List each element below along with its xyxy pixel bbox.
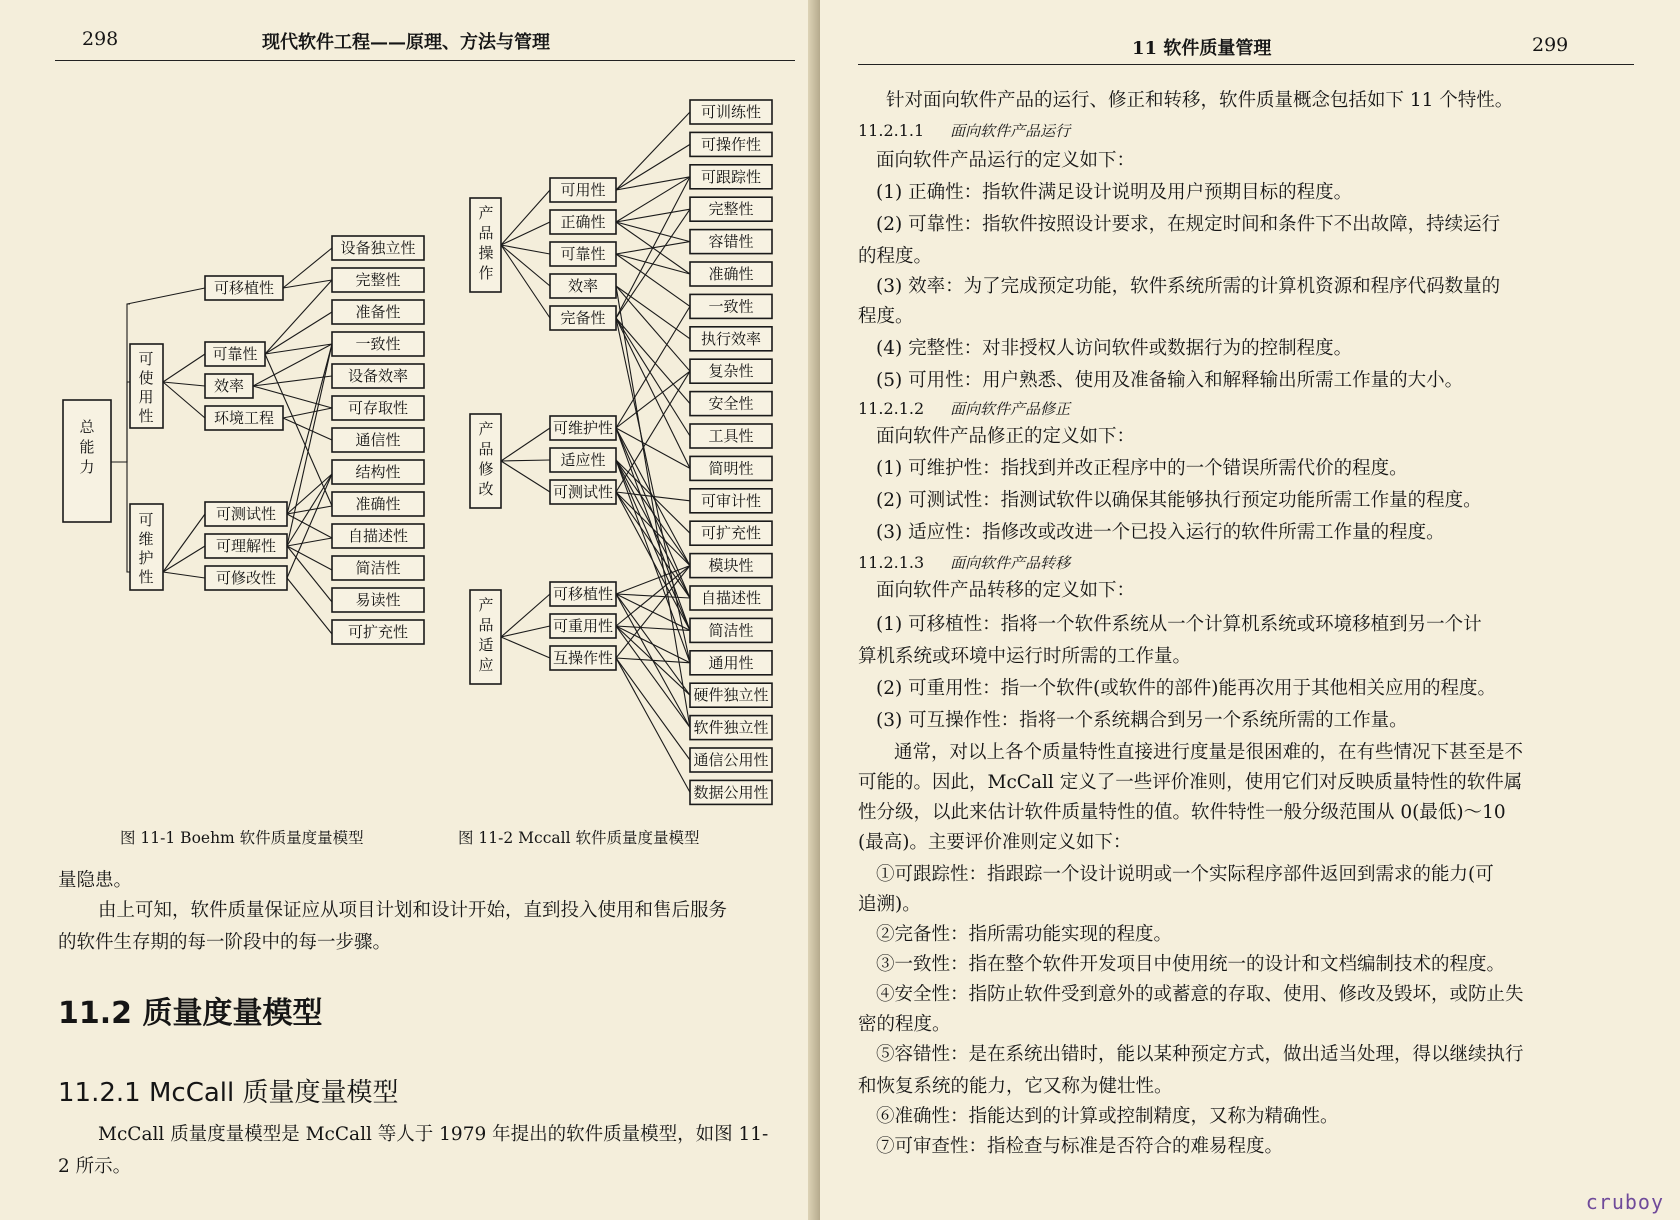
mccall-criterion-node-label: 可扩充性 bbox=[700, 524, 762, 543]
mccall-criterion-node bbox=[690, 683, 772, 707]
mccall-criterion-node-label: 工具性 bbox=[708, 427, 754, 445]
boehm-mid-node-label: 可理解性 bbox=[215, 537, 277, 555]
boehm-mid-node-label: 效率 bbox=[213, 377, 245, 395]
right-text-line: ①可跟踪性：指跟踪一个设计说明或一个实际程序部件返回到需求的能力(可 bbox=[876, 864, 1494, 885]
mccall-criterion-node-label: 容错性 bbox=[708, 232, 754, 251]
left-page bbox=[0, 0, 820, 1220]
boehm-leaf-node-label: 通信性 bbox=[355, 431, 401, 449]
mccall-factor-node bbox=[550, 178, 616, 202]
left-paragraph-2-line-2: 2 所示。 bbox=[58, 1156, 132, 1177]
svg-text:护: 护 bbox=[138, 549, 154, 567]
boehm-leaf-node-label: 可扩充性 bbox=[347, 623, 409, 641]
svg-text:产: 产 bbox=[478, 204, 494, 222]
right-text-line: 通常，对以上各个质量特性直接进行度量是很困难的，在有些情况下甚至是不 bbox=[894, 742, 1524, 763]
mccall-criterion-node-label: 通信公用性 bbox=[693, 751, 769, 769]
mccall-criterion-node bbox=[690, 716, 772, 740]
figure-11-1-caption: 图 11-1 Boehm 软件质量度量模型 bbox=[120, 829, 364, 847]
mccall-criterion-node bbox=[690, 651, 772, 675]
mccall-criterion-node-label: 数据公用性 bbox=[693, 783, 769, 802]
right-running-title: 11 软件质量管理 bbox=[1132, 38, 1272, 59]
mccall-factor-node-label: 可重用性 bbox=[552, 617, 614, 635]
right-text-line: (3) 适应性：指修改或改进一个已投入运行的软件所需工作量的程度。 bbox=[876, 522, 1445, 543]
svg-text:品: 品 bbox=[478, 224, 494, 242]
svg-text:性: 性 bbox=[138, 407, 154, 425]
mccall-factor-node bbox=[550, 448, 616, 472]
mccall-criterion-node-label: 可操作性 bbox=[700, 135, 762, 154]
right-text-line: 密的程度。 bbox=[858, 1014, 951, 1035]
mccall-factor-node bbox=[550, 646, 616, 670]
mccall-criterion-node-label: 软件独立性 bbox=[693, 718, 769, 737]
right-text-line: (4) 完整性：对非授权人访问软件或数据行为的控制程度。 bbox=[876, 338, 1353, 359]
boehm-node-portability-label: 可移植性 bbox=[213, 279, 275, 297]
left-paragraph-1-line-2: 的软件生存期的每一阶段中的每一步骤。 bbox=[58, 932, 392, 953]
mccall-criterion-node-label: 简明性 bbox=[708, 459, 754, 478]
mccall-criterion-node bbox=[690, 327, 772, 351]
mccall-criterion-node-label: 简洁性 bbox=[708, 621, 754, 640]
watermark-text: cruboy bbox=[1585, 1190, 1664, 1214]
svg-text:维: 维 bbox=[138, 530, 154, 548]
mccall-criterion-node bbox=[690, 197, 772, 221]
boehm-leaf-node-label: 简洁性 bbox=[355, 559, 401, 577]
mccall-criterion-node bbox=[690, 132, 772, 156]
mccall-factor-node bbox=[550, 480, 616, 504]
section-heading: 11.2 质量度量模型 bbox=[58, 996, 323, 1031]
subsubsection-title: 面向软件产品转移 bbox=[950, 554, 1071, 572]
subsubsection-number: 11.2.1.3 bbox=[858, 553, 925, 572]
mccall-factor-node bbox=[550, 582, 616, 606]
mccall-criterion-node bbox=[690, 262, 772, 286]
right-text-line: 可能的。因此，McCall 定义了一些评价准则，使用它们对反映质量特性的软件属 bbox=[858, 772, 1523, 793]
mccall-criterion-node bbox=[690, 456, 772, 480]
mccall-criterion-node bbox=[690, 100, 772, 124]
boehm-leaf-node-label: 结构性 bbox=[355, 463, 401, 481]
mccall-factor-node bbox=[550, 306, 616, 330]
subsection-heading: 11.2.1 McCall 质量度量模型 bbox=[58, 1078, 399, 1108]
mccall-factor-node bbox=[550, 416, 616, 440]
subsubsection-heading bbox=[858, 398, 1070, 419]
svg-text:适: 适 bbox=[478, 636, 494, 654]
boehm-leaf-node-label: 易读性 bbox=[355, 591, 401, 609]
mccall-criterion-node bbox=[690, 165, 772, 189]
left-paragraph-2-line-1: McCall 质量度量模型是 McCall 等人于 1979 年提出的软件质量模型，如图 11- bbox=[98, 1124, 769, 1145]
right-text-line: ⑦可审查性：指检查与标准是否符合的难易程度。 bbox=[876, 1136, 1284, 1157]
mccall-factor-node-label: 适应性 bbox=[560, 451, 606, 469]
right-text-line: 和恢复系统的能力，它又称为健壮性。 bbox=[858, 1076, 1173, 1097]
subsubsection-heading bbox=[858, 120, 1070, 141]
mccall-factor-node bbox=[550, 210, 616, 234]
svg-text:应: 应 bbox=[478, 656, 494, 674]
boehm-root-label: 总 bbox=[79, 418, 95, 436]
boehm-mid-node-label: 可修改性 bbox=[215, 569, 277, 587]
svg-text:改: 改 bbox=[478, 480, 494, 498]
mccall-criterion-node-label: 准确性 bbox=[708, 265, 754, 283]
mccall-criterion-node bbox=[690, 586, 772, 610]
svg-text:修: 修 bbox=[478, 460, 494, 478]
right-text-line: 追溯)。 bbox=[858, 894, 921, 915]
boehm-leaf-node-label: 设备效率 bbox=[347, 367, 409, 385]
svg-text:使: 使 bbox=[138, 369, 154, 387]
mccall-diagram bbox=[0, 0, 820, 840]
mccall-criterion-node-label: 自描述性 bbox=[700, 589, 762, 607]
mccall-criterion-node bbox=[690, 618, 772, 642]
right-text-line: (1) 正确性：指软件满足设计说明及用户预期目标的程度。 bbox=[876, 182, 1353, 203]
mccall-criterion-node bbox=[690, 489, 772, 513]
right-text-line: ⑤容错性：是在系统出错时，能以某种预定方式，做出适当处理，得以继续执行 bbox=[876, 1044, 1524, 1065]
mccall-factor-node-label: 效率 bbox=[567, 277, 599, 295]
right-text-line: ②完备性：指所需功能实现的程度。 bbox=[876, 924, 1173, 945]
right-text-line: (1) 可维护性：指找到并改正程序中的一个错误所需代价的程度。 bbox=[876, 458, 1408, 479]
mccall-criterion-node-label: 可审计性 bbox=[700, 491, 762, 510]
boehm-leaf-node-label: 完整性 bbox=[355, 271, 401, 289]
boehm-leaf-node-label: 准确性 bbox=[355, 495, 401, 513]
mccall-criterion-node-label: 完整性 bbox=[708, 200, 754, 219]
right-text-line: ③一致性：指在整个软件开发项目中使用统一的设计和文档编制技术的程度。 bbox=[876, 954, 1506, 975]
mccall-criterion-node-label: 一致性 bbox=[708, 297, 754, 316]
mccall-factor-node-label: 完备性 bbox=[560, 309, 606, 327]
right-text-line: 针对面向软件产品的运行、修正和转移，软件质量概念包括如下 11 个特性。 bbox=[886, 90, 1514, 111]
left-carry-text: 量隐患。 bbox=[58, 870, 133, 891]
right-text-line: ⑥准确性：指能达到的计算或控制精度，又称为精确性。 bbox=[876, 1106, 1339, 1127]
right-text-line: (1) 可移植性：指将一个软件系统从一个计算机系统或环境移植到另一个计 bbox=[876, 614, 1482, 635]
mccall-criterion-node-label: 可训练性 bbox=[700, 103, 762, 121]
mccall-criterion-node bbox=[690, 392, 772, 416]
boehm-leaf-node-label: 设备独立性 bbox=[340, 239, 416, 257]
mccall-criterion-node bbox=[690, 424, 772, 448]
left-running-title: 现代软件工程——原理、方法与管理 bbox=[262, 32, 550, 53]
svg-text:品: 品 bbox=[478, 616, 494, 634]
mccall-criterion-node-label: 硬件独立性 bbox=[693, 686, 769, 705]
svg-text:力: 力 bbox=[79, 458, 95, 476]
mccall-factor-node bbox=[550, 242, 616, 266]
svg-text:性: 性 bbox=[138, 568, 154, 586]
right-page bbox=[820, 0, 1680, 1220]
right-text-line: (2) 可测试性：指测试软件以确保其能够执行预定功能所需工作量的程度。 bbox=[876, 490, 1482, 511]
boehm-mid-node-label: 可测试性 bbox=[215, 505, 277, 523]
boehm-leaf-node-label: 准备性 bbox=[355, 303, 401, 321]
svg-text:产: 产 bbox=[478, 420, 494, 438]
boehm-leaf-node-label: 自描述性 bbox=[347, 527, 409, 545]
mccall-criterion-node bbox=[690, 748, 772, 772]
mccall-factor-node-label: 可测试性 bbox=[552, 483, 614, 501]
mccall-criterion-node bbox=[690, 359, 772, 383]
subsubsection-number: 11.2.1.1 bbox=[858, 121, 925, 140]
subsubsection-title: 面向软件产品修正 bbox=[950, 400, 1071, 418]
figure-11-2-caption: 图 11-2 Mccall 软件质量度量模型 bbox=[458, 829, 700, 847]
mccall-criterion-node-label: 执行效率 bbox=[700, 329, 762, 348]
right-text-line: (2) 可靠性：指软件按照设计要求，在规定时间和条件下不出故障，持续运行 bbox=[876, 214, 1501, 235]
svg-text:作: 作 bbox=[478, 264, 494, 282]
boehm-leaf-node-label: 可存取性 bbox=[347, 399, 409, 417]
mccall-factor-node-label: 互操作性 bbox=[552, 649, 614, 667]
right-text-line: 面向软件产品修正的定义如下： bbox=[876, 426, 1136, 447]
svg-text:用: 用 bbox=[138, 388, 154, 406]
mccall-factor-node-label: 可维护性 bbox=[552, 419, 614, 437]
right-page-number: 299 bbox=[1532, 34, 1569, 56]
svg-text:品: 品 bbox=[478, 440, 494, 458]
svg-text:可: 可 bbox=[138, 511, 154, 529]
mccall-factor-node-label: 可靠性 bbox=[560, 245, 606, 263]
mccall-criterion-node-label: 可跟踪性 bbox=[700, 167, 762, 186]
mccall-criterion-node bbox=[690, 521, 772, 545]
right-text-line: (3) 效率：为了完成预定功能，软件系统所需的计算机资源和程序代码数量的 bbox=[876, 276, 1501, 297]
right-text-line: 面向软件产品转移的定义如下： bbox=[876, 580, 1136, 601]
mccall-factor-node-label: 正确性 bbox=[560, 213, 606, 231]
svg-text:能: 能 bbox=[79, 438, 95, 456]
svg-text:可: 可 bbox=[138, 350, 154, 368]
mccall-group-transition bbox=[470, 590, 501, 684]
mccall-factor-node-label: 可移植性 bbox=[552, 585, 614, 603]
subsubsection-title: 面向软件产品运行 bbox=[950, 122, 1071, 140]
mccall-criterion-node bbox=[690, 554, 772, 578]
right-text-line: (最高)。主要评价准则定义如下： bbox=[858, 832, 1132, 853]
boehm-mid-node-label: 可靠性 bbox=[212, 345, 258, 363]
mccall-criterion-node-label: 安全性 bbox=[708, 394, 754, 413]
mccall-group-operation bbox=[470, 198, 501, 292]
right-text-line: 性分级，以此来估计软件质量特性的值。软件特性一般分级范围从 0(最低)～10 bbox=[858, 802, 1506, 823]
right-text-line: 算机系统或环境中运行时所需的工作量。 bbox=[858, 646, 1192, 667]
right-text-line: ④安全性：指防止软件受到意外的或蓄意的存取、使用、修改及毁坏，或防止失 bbox=[876, 984, 1524, 1005]
subsubsection-heading bbox=[858, 552, 1070, 573]
mccall-group-revision bbox=[470, 414, 501, 508]
mccall-criterion-node-label: 模块性 bbox=[708, 556, 754, 575]
mccall-criterion-node-label: 通用性 bbox=[708, 653, 754, 672]
right-text-line: (2) 可重用性：指一个软件(或软件的部件)能再次用于其他相关应用的程度。 bbox=[876, 678, 1497, 699]
mccall-factor-node-label: 可用性 bbox=[560, 181, 606, 199]
right-text-line: 程度。 bbox=[858, 306, 914, 327]
right-header-rule bbox=[858, 64, 1634, 65]
left-page-number: 298 bbox=[82, 28, 119, 50]
mccall-criterion-node bbox=[690, 780, 772, 804]
mccall-criterion-node bbox=[690, 230, 772, 254]
subsubsection-number: 11.2.1.2 bbox=[858, 399, 925, 418]
mccall-factor-node bbox=[550, 614, 616, 638]
right-text-line: 面向软件产品运行的定义如下： bbox=[876, 150, 1136, 171]
mccall-criterion-node-label: 复杂性 bbox=[708, 362, 754, 381]
right-text-line: 的程度。 bbox=[858, 246, 933, 267]
left-paragraph-1-line-1: 由上可知，软件质量保证应从项目计划和设计开始，直到投入使用和售后服务 bbox=[98, 900, 728, 921]
boehm-leaf-node-label: 一致性 bbox=[355, 335, 401, 353]
boehm-mid-node-label: 环境工程 bbox=[213, 409, 275, 427]
mccall-factor-node bbox=[550, 274, 616, 298]
right-text-line: (5) 可用性：用户熟悉、使用及准备输入和解释输出所需工作量的大小。 bbox=[876, 370, 1464, 391]
svg-text:操: 操 bbox=[478, 244, 494, 262]
right-text-line: (3) 可互操作性：指将一个系统耦合到另一个系统所需的工作量。 bbox=[876, 710, 1408, 731]
mccall-criterion-node bbox=[690, 294, 772, 318]
svg-text:产: 产 bbox=[478, 596, 494, 614]
